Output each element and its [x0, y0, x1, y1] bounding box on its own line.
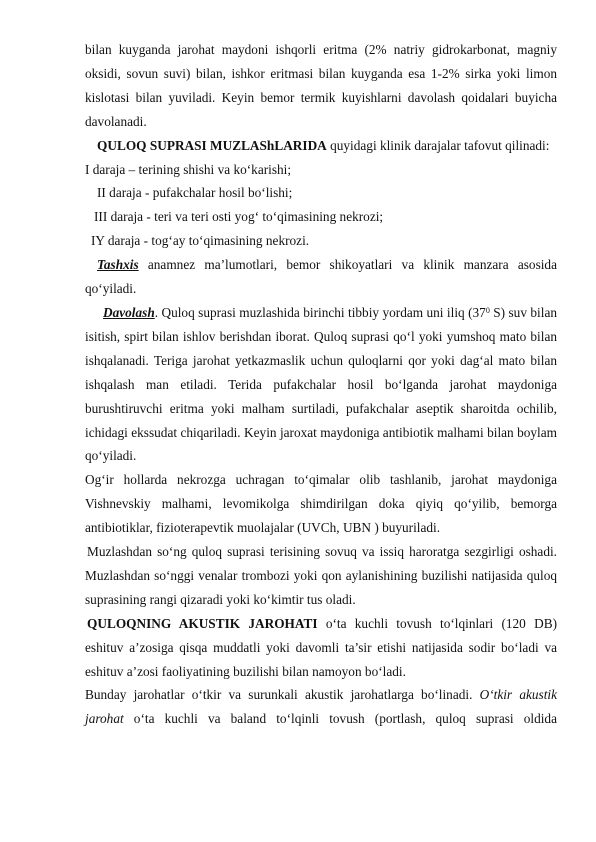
term-treatment: Davolash: [103, 304, 155, 320]
term-diagnosis: Tashxis: [97, 257, 139, 273]
section-heading-frostbite: QULOQ SUPRASI MUZLAShLARIDA: [97, 137, 327, 153]
paragraph-after-frostbite: Muzlashdan so‘ng quloq suprasi terisining sovuq va issiq haroratga sezgirligi oshadi. Muzlashdan so‘nggi venalar trombozi yoki qon aylanishining buzilishi natijasida quloq suprasining rangi qizaradi yoki ko‘kimtir tus oladi.: [85, 544, 557, 607]
paragraph-acoustic-trauma: [85, 612, 557, 684]
paragraph-treatment: [85, 301, 557, 468]
paragraph-text: S) suv bilan isitish, spirt bilan ishlov berishdan iborat. Quloq suprasi qo‘l yoki yumshoq mato bilan ishqalanadi. Teriga jarohat yetkazmaslik uchun quloqlarni qor yoki dag‘al mato bilan ishqalash man etiladi. Terida pufakchalar hosil bo‘lganda jarohat maydoniga burushtiruvchi eritma yoki malham surtiladi, pufakchalar aseptik sharoitda ochilib, ichidagi ekssudat chiqariladi. Keyin jaroxat maydoniga antibiotik malhami bilan boylam qo‘yiladi.: [85, 304, 557, 464]
degree-item-3: III daraja - teri va teri osti yog‘ to‘qimasining nekrozi;: [94, 209, 384, 225]
degree-superscript: 0: [485, 305, 490, 315]
degree-item-4: IY daraja - tog‘ay to‘qimasining nekrozi.: [91, 233, 310, 249]
paragraph-severe-cases: Og‘ir hollarda nekrozga uchragan to‘qimalar olib tashlanib, jarohat maydoniga Vishnevskiy malhami, levomikolga shimdirilgan doka qiyiq qo‘yilib, bemorga antibiotiklar, fizioterapevtik muolajalar (UVCh, UBN ) buyuriladi.: [85, 472, 557, 536]
paragraph-acoustic-types: [85, 683, 557, 731]
paragraph-text: Bunday jarohatlar o‘tkir va surunkali akustik jarohatlarga bo‘linadi.: [85, 687, 480, 703]
paragraph-text: anamnez ma’lumotlari, bemor shikoyatlari va klinik manzara asosida qo‘yiladi.: [85, 257, 557, 297]
paragraph-text: o‘ta kuchli va baland to‘lqinli tovush (portlash, quloq suprasi oldida: [123, 711, 557, 727]
degree-item-1: I daraja – terining shishi va ko‘karishi;: [85, 161, 292, 177]
document-page: [85, 38, 557, 731]
paragraph-chemical-burns: bilan kuyganda jarohat maydoni ishqorli eritma (2% natriy gidrokarbonat, magniy oksidi, sovun suvi) bilan, ishkor eritmasi bilan kuyganda esa 1-2% sirka yoki limon kislotasi bilan yuviladi. Keyin bemor termik kuyishlarni davolash qoidalari buyicha davolanadi.: [85, 42, 557, 129]
section-heading-acoustic-trauma: QULOQNING AKUSTIK JAROHATI: [87, 615, 318, 631]
degree-item-2: II daraja - pufakchalar hosil bo‘lishi;: [97, 185, 293, 201]
paragraph-frostbite-intro: [85, 134, 557, 158]
paragraph-diagnosis: [85, 253, 557, 301]
paragraph-text: . Quloq suprasi muzlashida birinchi tibbiy yordam uni iliq (37: [154, 304, 486, 320]
paragraph-text: quyidagi klinik darajalar tafovut qilinadi:: [326, 137, 550, 153]
term-acute-acoustic-trauma: O‘tkir akustik jarohat: [85, 687, 557, 727]
paragraph-text: o‘ta kuchli tovush to‘lqinlari (120 DB) eshituv a’zosiga qisqa muddatli yoki davomli ta’sir etishi natijasida sodir bo‘ladi va eshituv a’zosi faoliyatining buzilishi bilan namoyon bo‘ladi.: [85, 615, 557, 679]
